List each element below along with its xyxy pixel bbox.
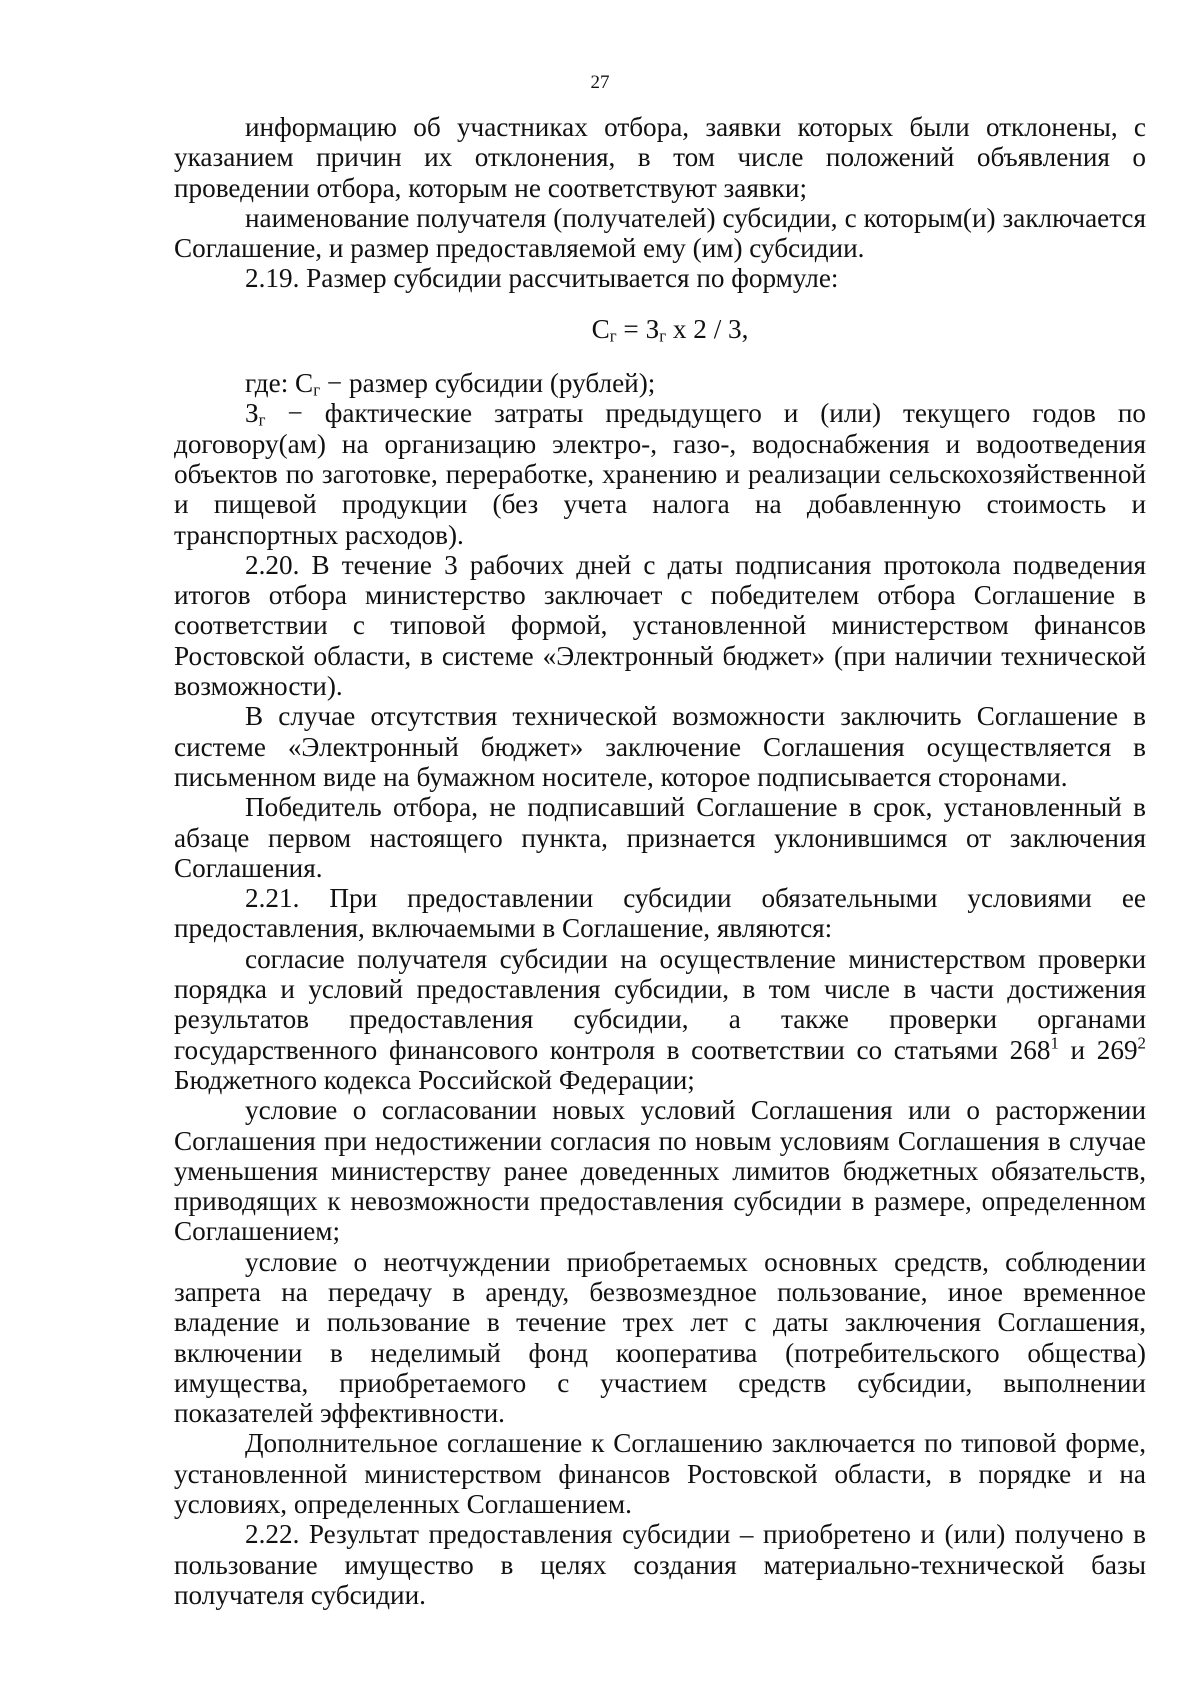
paragraph-2-19: 2.19. Размер субсидии рассчитывается по формуле:: [245, 263, 839, 294]
consent-text-1: согласие получателя субсидии на осуществление министерством проверки порядка и условий предоставления субсидии, в том числе в части достижения результатов предоставления субсидии, а также проверки органами государственного финансового контроля в соответствии со статьями 268: [174, 943, 1146, 1065]
paragraph-rejected-participants: информацию об участниках отбора, заявки которых были отклонены, с указанием причин их отклонения, в том числе положений объявления о проведении отбора, которым не соответствуют заявки;: [174, 112, 1146, 203]
paragraph-2-22: 2.22. Результат предоставления субсидии – приобретено и (или) получено в пользование имущество в целях создания материально-технической базы получателя субсидии.: [174, 1519, 1146, 1610]
formula-c: С: [591, 313, 610, 344]
zg-subscript: г: [258, 411, 266, 431]
paragraph-2-21: 2.21. При предоставлении субсидии обязательными условиями ее предоставления, включаемыми в Соглашение, являются:: [174, 883, 1146, 944]
paragraph-recipient-name: наименование получателя (получателей) субсидии, с которым(и) заключается Соглашение, и размер предоставляемой ему (им) субсидии.: [174, 202, 1146, 264]
paragraph-winner-not-signed: Победитель отбора, не подписавший Соглашение в срок, установленный в абзаце первом настоящего пункта, признается уклонившимся от заключения Соглашения.: [174, 792, 1146, 883]
document-body: [174, 112, 1146, 1610]
paragraph-no-technical-possibility: В случае отсутствия технической возможности заключить Соглашение в системе «Электронный бюджет» заключение Соглашения осуществляется в письменном виде на бумажном носителе, которое подписывается сторонами.: [174, 701, 1146, 792]
formula-equals: =: [616, 313, 646, 344]
where-prefix: где: С: [245, 368, 314, 399]
formula-rest: x 2 / 3,: [666, 313, 749, 344]
consent-sup-1: 1: [1050, 1033, 1059, 1053]
zg-letter: З: [245, 398, 259, 429]
subsidy-formula: [174, 314, 1146, 344]
paragraph-consent: [174, 944, 1146, 1095]
paragraph-2-20: 2.20. В течение 3 рабочих дней с даты подписания протокола подведения итогов отбора министерство заключает с победителем отбора Соглашение в соответствии с типовой формой, установленной министерством финансов Ростовской области, в системе «Электронный бюджет» (при наличии технической возможности).: [174, 549, 1146, 702]
formula-c-subscript: г: [609, 326, 617, 346]
formula-z: З: [645, 313, 660, 344]
consent-text-3: Бюджетного кодекса Российской Федерации;: [174, 1064, 695, 1095]
zg-text: − фактические затраты предыдущего и (или) текущего годов по договору(ам) на организацию электро-, газо-, водоснабжения и водоотведения объектов по заготовке, переработке, хранению и реализации сельскохозяйственной и пищевой продукции (без учета налога на добавленную стоимость и транспортных расходов).: [174, 398, 1146, 550]
paragraph-additional-agreement: Дополнительное соглашение к Соглашению заключается по типовой форме, установленной министерством финансов Ростовской области, в порядке и на условиях, определенных Соглашением.: [174, 1428, 1146, 1520]
where-subscript: г: [313, 380, 321, 400]
paragraph-where-cg: [174, 368, 1146, 398]
consent-sup-2: 2: [1137, 1033, 1146, 1053]
consent-text-2: и 269: [1058, 1034, 1138, 1065]
paragraph-non-alienation: условие о неотчуждении приобретаемых основных средств, соблюдении запрета на передачу в аренду, безвозмездное пользование, иное временное владение и пользование в течение трех лет с даты заключения Соглашения, включении в неделимый фонд кооператива (потребительского общества) имущества, приобретаемого с участием средств субсидии, выполнении показателей эффективности.: [174, 1246, 1146, 1429]
formula-z-subscript: г: [659, 326, 667, 346]
paragraph-new-conditions: условие о согласовании новых условий Соглашения или о расторжении Соглашения при недостижении согласия по новым условиям Соглашения в случае уменьшения министерству ранее доведенных лимитов бюджетных обязательств, приводящих к невозможности предоставления субсидии в размере, определенном Соглашением;: [174, 1095, 1146, 1247]
page-number: 27: [590, 72, 610, 93]
where-text: − размер субсидии (рублей);: [320, 368, 656, 399]
paragraph-zg-definition: [174, 398, 1146, 549]
